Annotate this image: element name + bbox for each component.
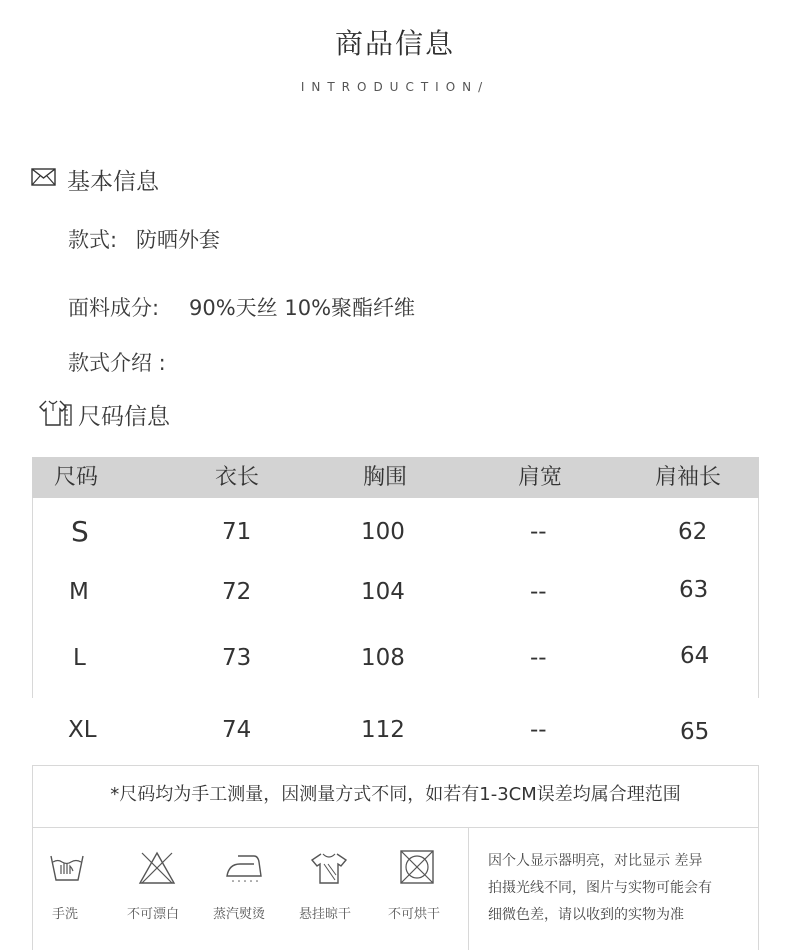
header-length: 衣长 — [215, 465, 260, 490]
fabric-label: 面料成分: — [68, 296, 160, 320]
care-label-steam-iron: 蒸汽熨烫 — [213, 907, 266, 922]
cell-size: S — [71, 515, 89, 548]
cell-bust: 100 — [361, 519, 405, 545]
page-subtitle: INTRODUCTION/ — [300, 80, 490, 94]
style-value: 防晒外套 — [136, 228, 220, 252]
envelope-icon — [31, 168, 56, 190]
header-bust: 胸围 — [363, 465, 408, 490]
cell-bust: 112 — [361, 717, 405, 743]
header-size: 尺码 — [54, 465, 99, 490]
page-title: 商品信息 — [334, 27, 455, 60]
hang-dry-icon — [299, 850, 359, 890]
size-info-heading: 尺码信息 — [78, 404, 170, 430]
cell-sleeve: 65 — [680, 719, 710, 745]
cell-shoulder: -- — [530, 519, 547, 545]
cell-shoulder: -- — [530, 717, 547, 743]
cell-shoulder: -- — [530, 645, 547, 671]
cell-length: 71 — [222, 519, 252, 545]
basic-info-heading: 基本信息 — [67, 169, 159, 195]
style-label: 款式: — [68, 228, 118, 252]
cell-length: 74 — [222, 717, 252, 743]
steam-iron-icon — [214, 850, 274, 890]
cell-size: M — [69, 579, 89, 605]
no-tumble-dry-icon — [387, 850, 447, 890]
disclaimer-line: 拍摄光线不同，图片与实物可能会有 — [488, 880, 712, 896]
care-label-hang-dry: 悬挂晾干 — [299, 907, 352, 922]
cell-length: 73 — [222, 645, 252, 671]
care-divider — [468, 827, 469, 950]
table-divider — [32, 765, 759, 766]
cell-bust: 108 — [361, 645, 405, 671]
header-sleeve: 肩袖长 — [655, 465, 722, 490]
measurement-note: *尺码均为手工测量，因测量方式不同，如若有1-3CM误差均属合理范围 — [110, 784, 681, 805]
cell-shoulder: -- — [530, 579, 547, 605]
cell-length: 72 — [222, 579, 252, 605]
cell-size: XL — [68, 717, 97, 743]
hand-wash-icon — [37, 850, 97, 890]
table-border-left — [32, 498, 33, 698]
care-label-no-tumble-dry: 不可烘干 — [388, 907, 441, 922]
color-disclaimer — [488, 848, 750, 929]
header-shoulder: 肩宽 — [518, 465, 563, 490]
disclaimer-line: 因个人显示器明亮，对比显示 差异 — [488, 853, 703, 869]
fabric-value: 90%天丝 10%聚酯纤维 — [189, 296, 416, 320]
disclaimer-line: 细微色差，请以收到的实物为准 — [488, 907, 684, 923]
table-border-right — [758, 498, 759, 698]
size-table-header — [32, 457, 759, 498]
shirt-ruler-icon — [38, 399, 74, 431]
no-bleach-icon — [127, 850, 187, 890]
care-label-no-bleach: 不可漂白 — [127, 907, 180, 922]
cell-sleeve: 63 — [679, 577, 709, 603]
cell-sleeve: 64 — [680, 643, 710, 669]
cell-sleeve: 62 — [678, 519, 708, 545]
cell-bust: 104 — [361, 579, 405, 605]
table-divider — [32, 827, 759, 828]
care-label-hand-wash: 手洗 — [52, 907, 79, 922]
intro-label: 款式介绍 : — [68, 351, 166, 375]
cell-size: L — [73, 645, 86, 671]
